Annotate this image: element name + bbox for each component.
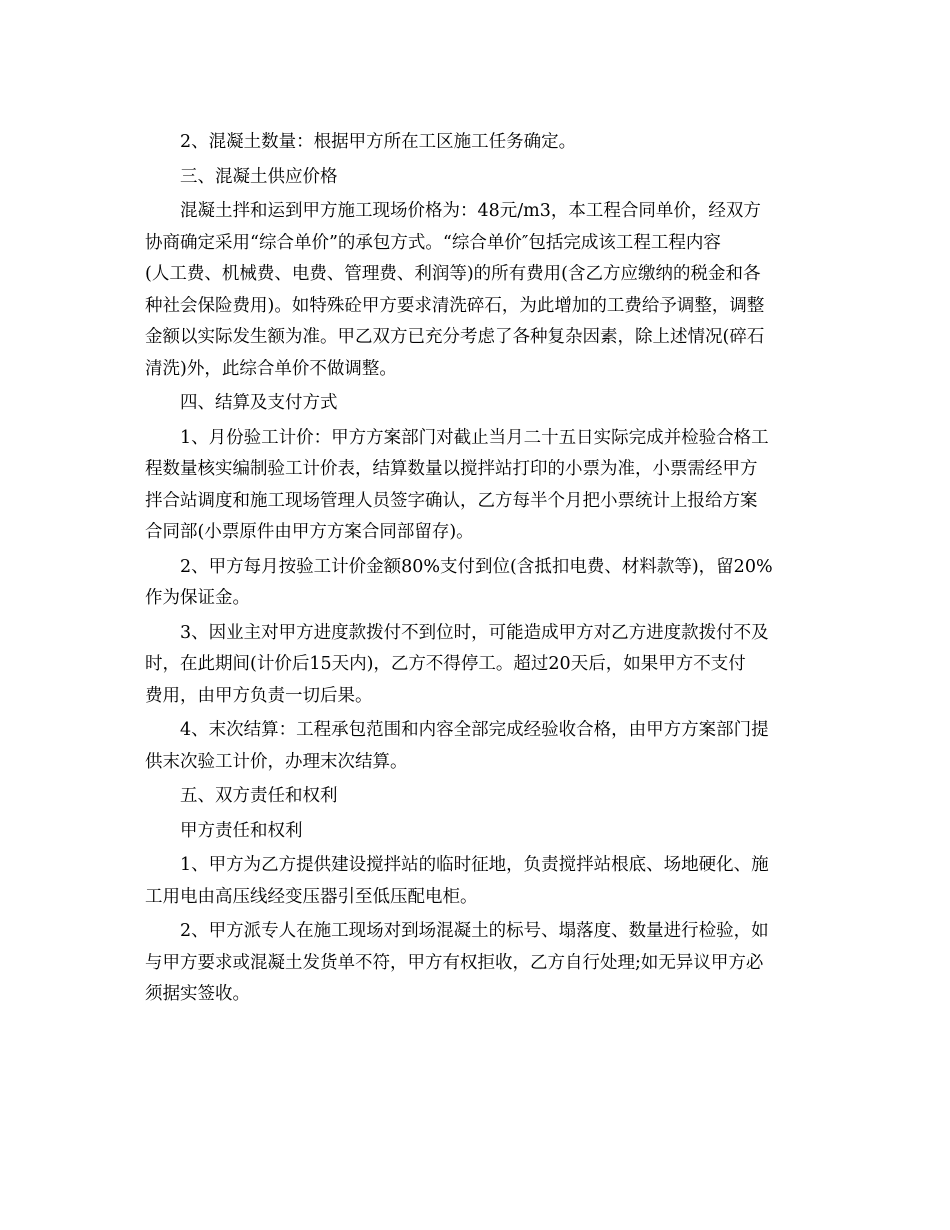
- text-line: 工用电由高压线经变压器引至低压配电柜。: [145, 886, 478, 907]
- document-page: [145, 127, 807, 1014]
- text-line: 清洗)外，此综合单价不做调整。: [145, 358, 397, 379]
- clause-party-a-inspection: [145, 916, 807, 1011]
- clause-final-settlement: [145, 715, 807, 778]
- text-line: 时，在此期间(计价后15天内)，乙方不得停工。超过20天后，如果甲方不支付: [145, 654, 746, 674]
- text-line: 作为保证金。: [145, 588, 250, 608]
- text-line: 拌合站调度和施工现场管理人员签字确认，乙方每半个月把小票统计上报给方案: [145, 490, 758, 511]
- clause-concrete-quantity: 2、混凝土数量：根据甲方所在工区施工任务确定。: [180, 132, 577, 152]
- text-line: 合同部(小票原件由甲方方案合同部留存)。: [145, 522, 474, 542]
- section-heading-responsibilities: 五、双方责任和权利: [180, 786, 338, 806]
- text-line: 协商确定采用“综合单价”的承包方式。“综合单价″包括完成该工程工程内容: [145, 232, 721, 253]
- text-line: 2、甲方派专人在施工现场对到场混凝土的标号、塌落度、数量进行检验，如: [180, 921, 769, 941]
- text-line: 程数量核实编制验工计价表，结算数量以搅拌站打印的小票为准，小票需经甲方: [145, 459, 758, 479]
- text-line: 4、末次结算：工程承包范围和内容全部完成经验收合格，由甲方方案部门提: [180, 720, 769, 740]
- clause-monthly-valuation: [145, 423, 807, 549]
- text-line: 混凝土拌和运到甲方施工现场价格为：48元/m3，本工程合同单价，经双方: [180, 201, 761, 221]
- text-line: 供末次验工计价，办理末次结算。: [145, 751, 408, 772]
- text-line: 2、甲方每月按验工计价金额80%支付到位(含抵扣电费、材料款等)，留20%: [180, 556, 773, 577]
- clause-party-a-land: [145, 850, 807, 913]
- paragraph-price-terms: [145, 196, 807, 385]
- clause-payment-delay: [145, 618, 807, 713]
- section-heading-price: 三、混凝土供应价格: [180, 166, 338, 187]
- text-line: 费用，由甲方负责一切后果。: [145, 685, 373, 706]
- text-line: 与甲方要求或混凝土发货单不符，甲方有权拒收，乙方自行处理;如无异议甲方必: [145, 952, 764, 973]
- text-line: 1、甲方为乙方提供建设搅拌站的临时征地，负责搅拌站根底、场地硬化、施: [180, 855, 769, 875]
- text-line: 须据实签收。: [145, 984, 250, 1004]
- text-line: 种社会保险费用)。如特殊砼甲方要求清洗碎石，为此增加的工费给予调整，调整: [145, 295, 765, 316]
- text-line: 1、月份验工计价：甲方方案部门对截止当月二十五日实际完成并检验合格工: [180, 427, 769, 448]
- text-line: 3、因业主对甲方进度款拨付不到位时，可能造成甲方对乙方进度款拨付不及: [180, 622, 769, 643]
- subheading-party-a: 甲方责任和权利: [180, 820, 303, 841]
- section-heading-settlement: 四、结算及支付方式: [180, 393, 338, 413]
- text-line: 金额以实际发生额为准。甲乙双方已充分考虑了各种复杂因素，除上述情况(碎石: [145, 327, 765, 347]
- text-line: (人工费、机械费、电费、管理费、利润等)的所有费用(含乙方应缴纳的税金和各: [145, 264, 761, 284]
- clause-monthly-payment: [145, 552, 807, 615]
